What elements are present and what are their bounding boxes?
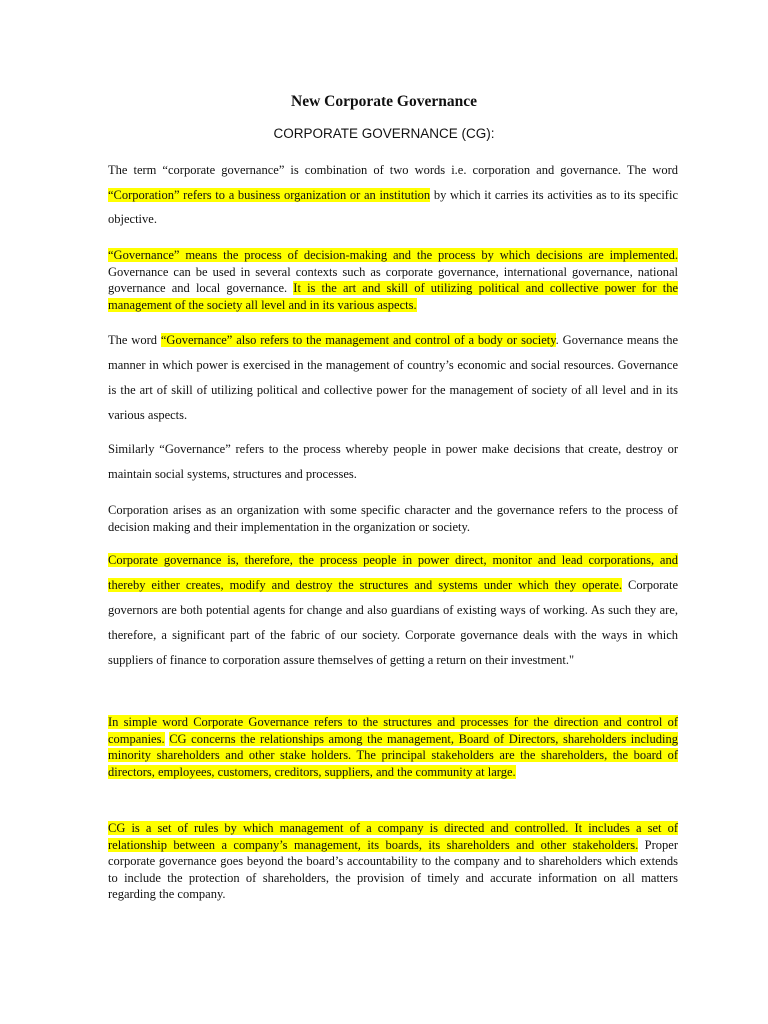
page-title: New Corporate Governance: [291, 93, 477, 110]
paragraph-simple-word: [108, 714, 678, 780]
body-text: Governance can be used in several contexts such as corporate governance, international governance, national governance and local governance.: [108, 264, 678, 295]
body-text: . Governance means the manner in which power is exercised in the management of country’s economic and social resources. Governance is the art of skill of utilizing political and collective power for the management of society of all level and in its various aspects.: [108, 333, 678, 422]
paragraph-corporation-arises: [108, 502, 678, 535]
body-text: Corporate governors are both potential agents for change and also guardians of existing ways of working. As such they are, therefore, a significant part of the fabric of our society. Corporate governance deals with the ways in which suppliers of finance to corporation assure themselves of getting a return on their investment.": [108, 578, 678, 667]
highlighted-text: “Corporation” refers to a business organization or an institution: [108, 187, 431, 202]
highlighted-text: CG is a set of rules by which management of a company is directed and controlled. It includes a set of relationship between a company’s management, its boards, its shareholders and other stakeholders.: [108, 821, 678, 852]
body-text: Corporation arises as an organization with some specific character and the governance refers to the process of decision making and their implementation in the organization or society.: [108, 503, 678, 534]
highlighted-text: In simple word Corporate Governance refers to the structures and processes for the direction and control of companies.: [108, 715, 678, 746]
body-text: The word: [108, 333, 161, 347]
highlighted-text: It is the art and skill of utilizing political and collective power for the management of the society all level and in its various aspects.: [108, 281, 678, 312]
paragraph-similarly: [108, 437, 678, 486]
section-heading: CORPORATE GOVERNANCE (CG):: [273, 126, 495, 141]
highlighted-text: Corporate governance is, therefore, the process people in power direct, monitor and lead corporations, and thereby either creates, modify and destroy the structures and systems under which they operate.: [108, 553, 678, 592]
body-text: The term “corporate governance” is combination of two words i.e. corporation and governance. The word: [108, 163, 678, 177]
paragraph-corporate-governance-process: [108, 548, 678, 673]
highlighted-text: “Governance” means the process of decision-making and the process by which decisions are implemented.: [108, 248, 678, 262]
body-text: Proper corporate governance goes beyond the board’s accountability to the company and to shareholders which extends to include the protection of shareholders, the provision of timely and accurate information on all matters regarding the company.: [108, 837, 679, 901]
body-text: by which it carries its activities as to its specific objective.: [108, 187, 678, 226]
highlighted-text: “Governance” also refers to the management and control of a body or society: [160, 333, 556, 347]
highlighted-text: CG concerns the relationships among the management, Board of Directors, shareholders including minority shareholders and other stake holders. The principal stakeholders are the shareholders, the board of directors, employees, customers, creditors, suppliers, and the community at large.: [108, 731, 679, 779]
paragraph-intro: [108, 158, 678, 232]
paragraph-cg-rules: [108, 820, 678, 903]
body-text: Similarly “Governance” refers to the process whereby people in power make decisions that create, destroy or maintain social systems, structures and processes.: [108, 442, 678, 481]
paragraph-governance-management: [108, 328, 678, 428]
paragraph-governance-definition: [108, 247, 678, 313]
